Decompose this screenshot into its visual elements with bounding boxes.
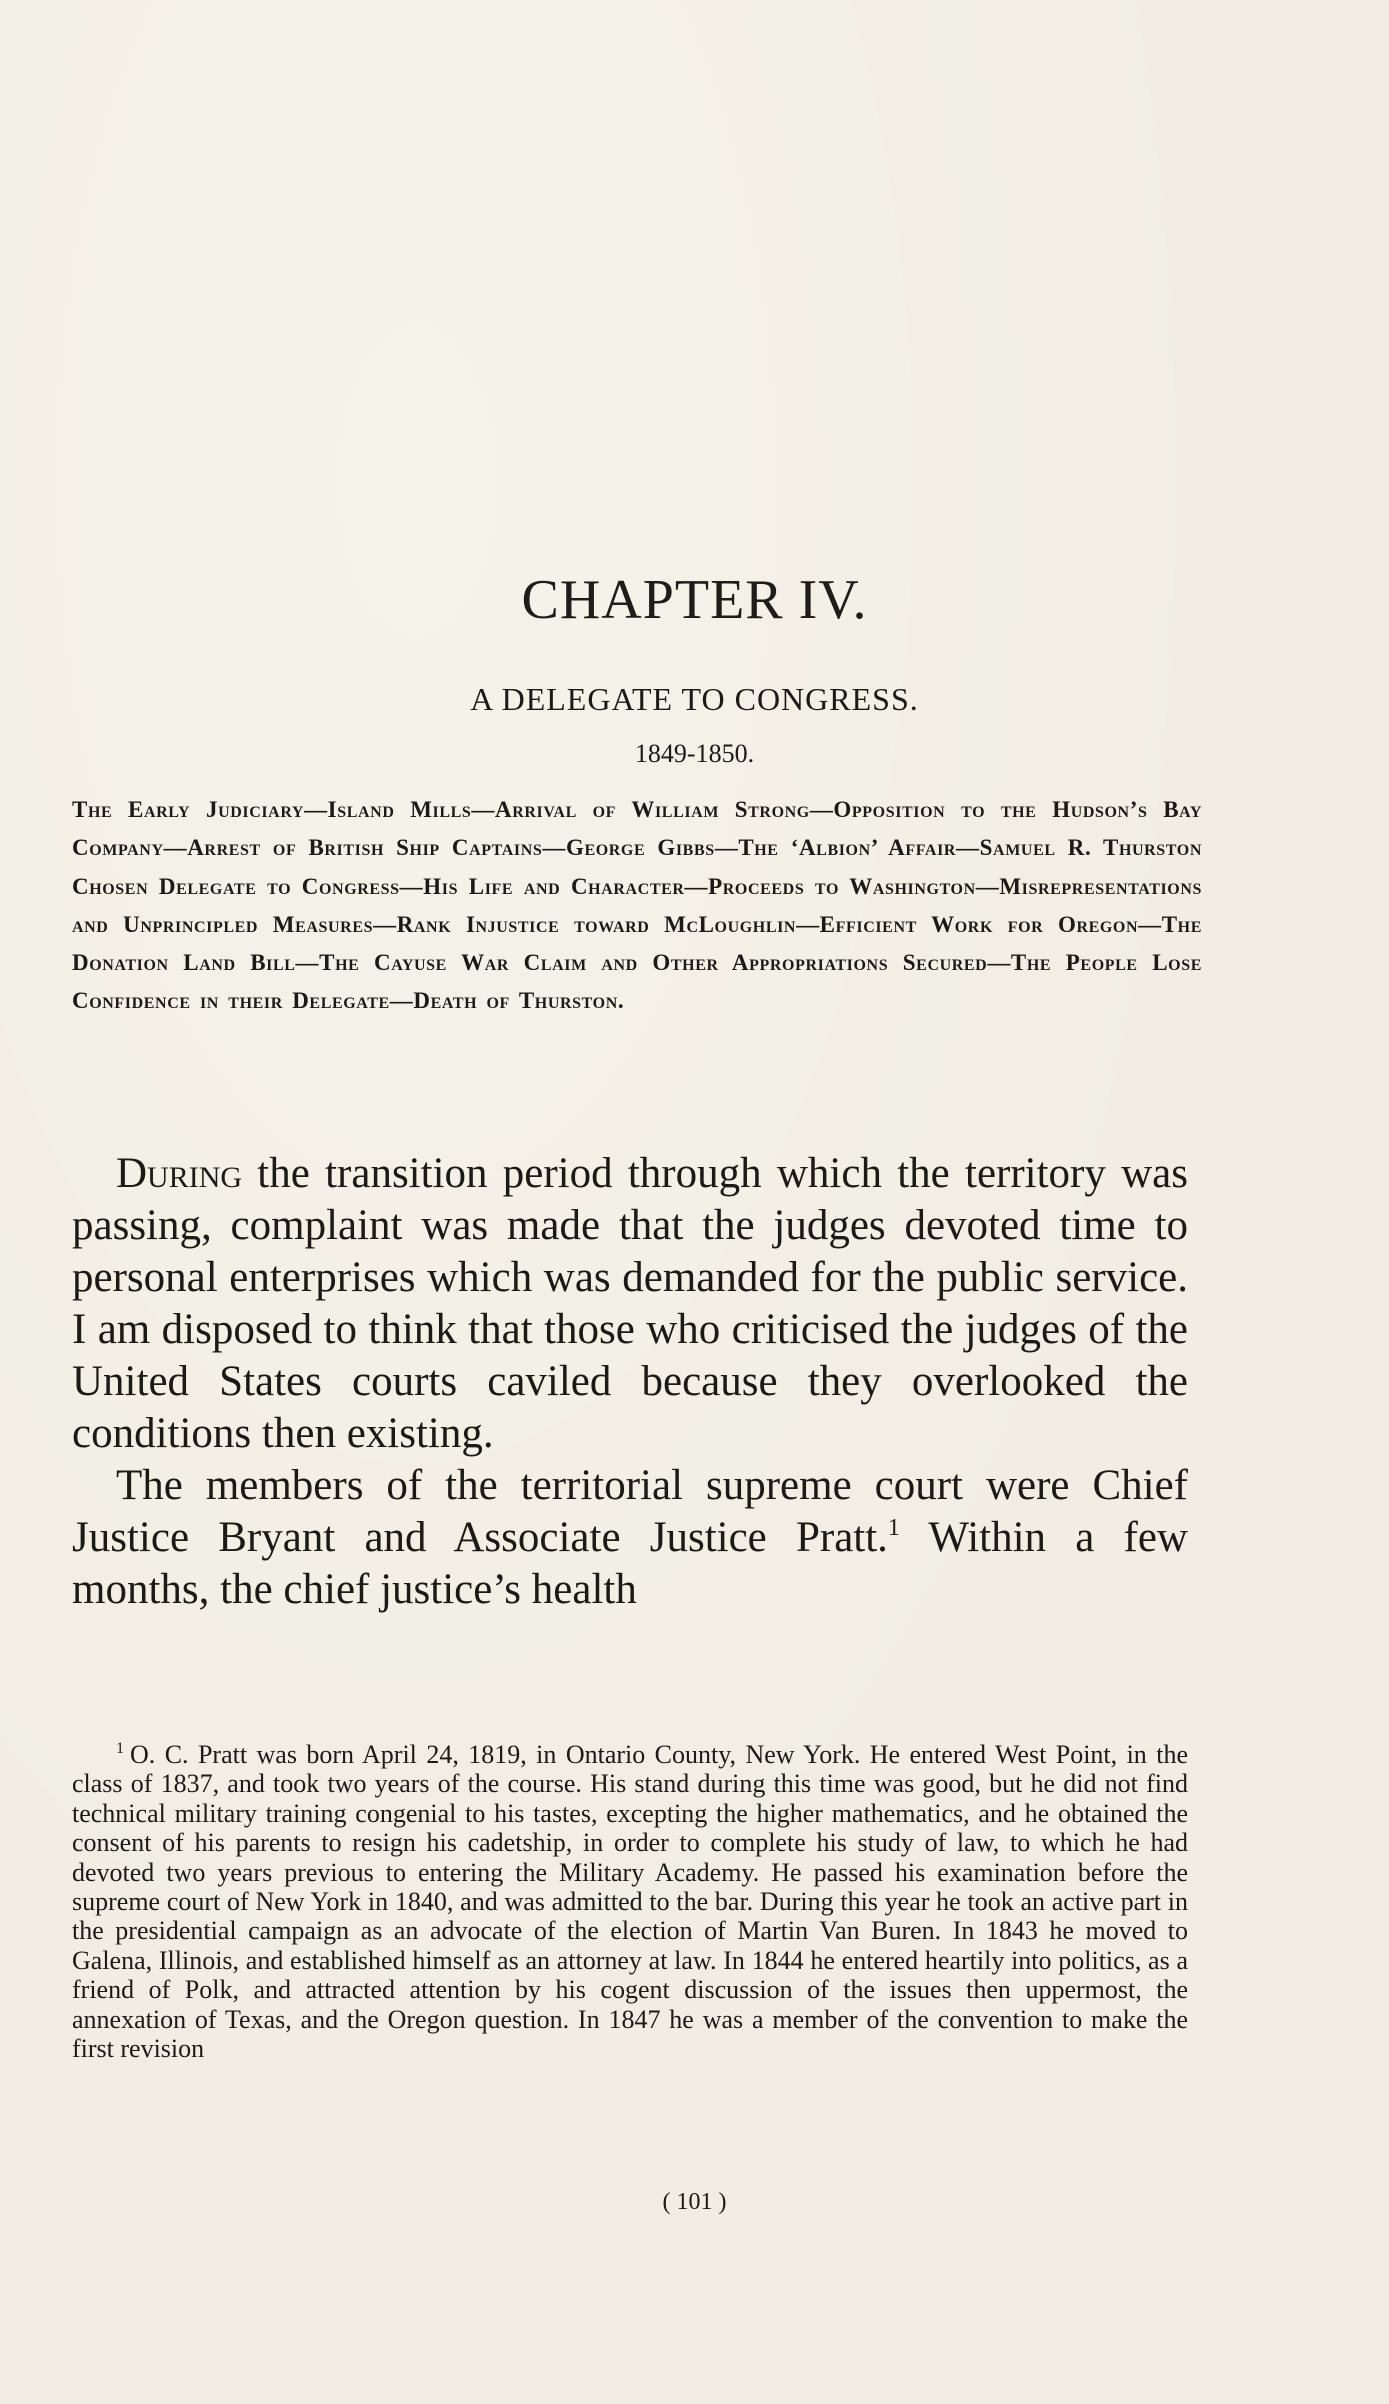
paragraph-lead-word: During	[116, 1150, 243, 1197]
body-text	[72, 1148, 1188, 1616]
chapter-title: CHAPTER IV.	[521, 569, 868, 631]
paragraph-1-text: the transition period through which the territory was passing, complaint was made that the judges devoted time to personal enterprises which was demanded for the public service. I am disposed to think that those who criticised the judges of the United States courts caviled because they overlooked the conditions then existing.	[72, 1150, 1188, 1457]
paragraph-2-continuation: Within a few months, the chief justice’s health	[72, 1514, 1188, 1613]
footnote-reference: 1	[887, 1515, 900, 1541]
footnote	[72, 1740, 1188, 2063]
footnote-text: O. C. Pratt was born April 24, 1819, in Ontario County, New York. He entered West Point, in the class of 1837, and took two years of the course. His stand during this time was good, but he did not find technical military training congenial to his tastes, excepting the higher mathematics, and he obtained the consent of his parents to resign his cadetship, in order to complete his study of law, to which he had devoted two years previous to entering the Military Academy. He passed his examination before the supreme court of New York in 1840, and was admitted to the bar. During this year he took an active part in the presidential campaign as an advocate of the election of Martin Van Buren. In 1843 he moved to Galena, Illinois, and established himself as an attorney at law. In 1844 he entered heartily into politics, as a friend of Polk, and attracted attention by his cogent discussion of the issues then uppermost, the annexation of Texas, and the Oregon question. In 1847 he was a member of the convention to make the first revision	[72, 1740, 1188, 2064]
chapter-subtitle: A DELEGATE TO CONGRESS.	[470, 681, 919, 717]
paragraph-1	[72, 1148, 1188, 1460]
chapter-years: 1849-1850.	[634, 739, 755, 768]
paragraph-2	[72, 1460, 1188, 1616]
footnote-marker: 1	[116, 1740, 124, 1757]
page-number: ( 101 )	[662, 2189, 727, 2215]
chapter-summary: The Early Judiciary—Island Mills—Arrival of William Strong—Opposition to the Hudson’s Bay Company—Arrest of British Ship Captains—George Gibbs—The ‘Albion’ Affair—Samuel R. Thurston Chosen Delegate to Congress—His Life and Character—Proceeds to Washington—Misrepresentations and Unprincipled Measures—Rank Injustice toward McLoughlin—Efficient Work for Oregon—The Donation Land Bill—The Cayuse War Claim and Other Appropriations Secured—The People Lose Confidence in their Delegate—Death of Thurston.	[72, 797, 1202, 1014]
paragraph-2-text: The members of the territorial supreme court were Chief Justice Bryant and Associate Justice Pratt.	[72, 1462, 1188, 1561]
